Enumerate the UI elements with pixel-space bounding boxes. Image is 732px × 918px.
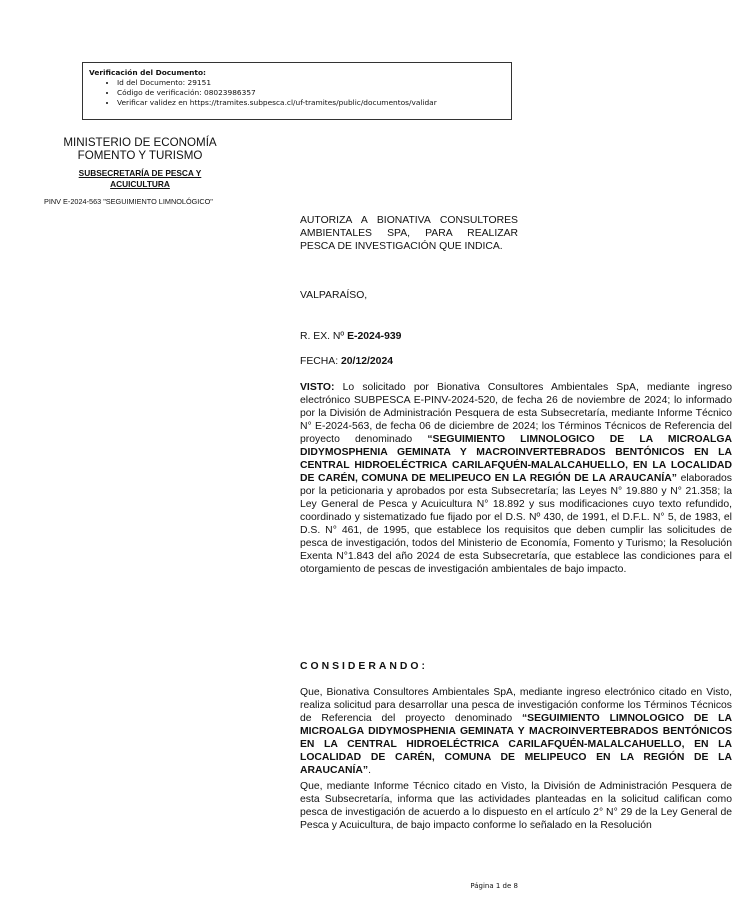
- place: VALPARAÍSO,: [300, 290, 368, 301]
- considerando-1-text-a: Que, Bionativa Consultores Ambientales SpA, mediante ingreso electrónico citado en Visto, realiza solicitud para desarrollar una pesca de investigación conforme los Términos Técnicos de Referencia del proyecto denominado: [300, 687, 732, 724]
- date-value: 20/12/2024: [341, 356, 394, 367]
- verification-box: [82, 62, 512, 120]
- sumilla: AUTORIZA A BIONATIVA CONSULTORES AMBIENTALES SPA, PARA REALIZAR PESCA DE INVESTIGACIÓN QUE INDICA.: [300, 215, 518, 252]
- verification-list: [89, 78, 505, 108]
- considerando-2: Que, mediante Informe Técnico citado en Visto, la División de Administración Pesquera de esta Subsecretaría, informa que las actividades planteadas en la solicitud califican como pesca de investigación de acuerdo a lo dispuesto en el artículo 2° N° 29 de la Ley General de Pesca y Acuicultura, de bajo impacto conforme lo señalado en la Resolución: [300, 781, 732, 831]
- ministry-line-2: FOMENTO Y TURISMO: [77, 149, 203, 162]
- verification-url[interactable]: • Verificar validez en https://tramites.subpesca.cl/uf-tramites/public/documentos/validar: [117, 98, 505, 108]
- resolution-number: [300, 331, 401, 342]
- visto-text-b: elaborados por la peticionaria y aprobados por esta Subsecretaría; las Leyes N° 19.880 y N° 21.358; la Ley General de Pesca y Acuicultura N° 18.892 y sus modificaciones cuyo texto refundido, coordinado y sistematizado fue fijado por el D.S. Nº 430, de 1991, el D.F.L. N° 5, de 1983, el D.S. N° 461, de 1995, que establece los requisitos que deben cumplir las solicitudes de pesca de investigación, todos del Ministerio de Economía, Fomento y Turismo; la Resolución Exenta N°1.843 del año 2024 de esta Subsecretaría, que establece las condiciones para el otorgamiento de pescas de investigación ambientales de bajo impacto.: [300, 473, 732, 575]
- page-number: Página 1 de 8: [470, 882, 518, 890]
- subsecretaria-heading: [40, 168, 240, 190]
- subsecretaria-line-1: SUBSECRETARÍA DE PESCA Y: [78, 168, 202, 178]
- visto-text-a: Lo solicitado por Bionativa Consultores Ambientales SpA, mediante ingreso electrónico SUBPESCA E-PINV-2024-520, de fecha 26 de noviembre de 2024; lo informado por la División de Administración Pesquera de esta Subsecretaría, mediante Informe Técnico N° E-2024-563, de fecha 06 de diciembre de 2024; los Términos Técnicos de Referencia del proyecto denominado: [300, 382, 732, 445]
- ministry-heading: [40, 136, 240, 162]
- subsecretaria-line-2: ACUICULTURA: [110, 179, 170, 189]
- visto-project-title: “SEGUIMIENTO LIMNOLOGICO DE LA MICROALGA DIDYMOSPHENIA GEMINATA Y MACROINVERTEBRADOS BENTÓNICOS EN LA CENTRAL HIDROELÉCTRICA CARILAFQUÉN-MALALCAHUELLO, EN LA LOCALIDAD DE CARÉN, COMUNA DE MELIPEUCO EN LA REGIÓN DE LA ARAUCANÍA”: [300, 434, 732, 484]
- considerando-heading: CONSIDERANDO:: [300, 661, 428, 672]
- verification-code: • Código de verificación: 08023986357: [117, 88, 505, 98]
- considerando-1-text-b: .: [368, 765, 372, 776]
- visto-label: VISTO:: [300, 382, 335, 393]
- ministry-line-1: MINISTERIO DE ECONOMÍA: [63, 136, 217, 149]
- resolution-value: E-2024-939: [347, 331, 402, 342]
- date-line: [300, 356, 393, 367]
- pinv-reference: PINV E-2024-563 "SEGUIMIENTO LIMNOLÓGICO": [44, 197, 213, 206]
- visto-paragraph: [86, 381, 732, 576]
- date-label: FECHA:: [300, 356, 339, 367]
- verification-title: Verificación del Documento:: [89, 68, 206, 77]
- resolution-label: R. EX. Nº: [300, 331, 345, 342]
- verification-id: • Id del Documento: 29151: [117, 78, 505, 88]
- considerando-1: [86, 686, 732, 777]
- considerando-1-project: “SEGUIMIENTO LIMNOLOGICO DE LA MICROALGA DIDYMOSPHENIA GEMINATA Y MACROINVERTEBRADOS BENTÓNICOS EN LA CENTRAL HIDROELÉCTRICA CARILAFQUÉN-MALALCAHUELLO, EN LA LOCALIDAD DE CARÉN, COMUNA DE MELIPEUCO EN LA REGIÓN DE LA ARAUCANÍA”: [300, 713, 732, 776]
